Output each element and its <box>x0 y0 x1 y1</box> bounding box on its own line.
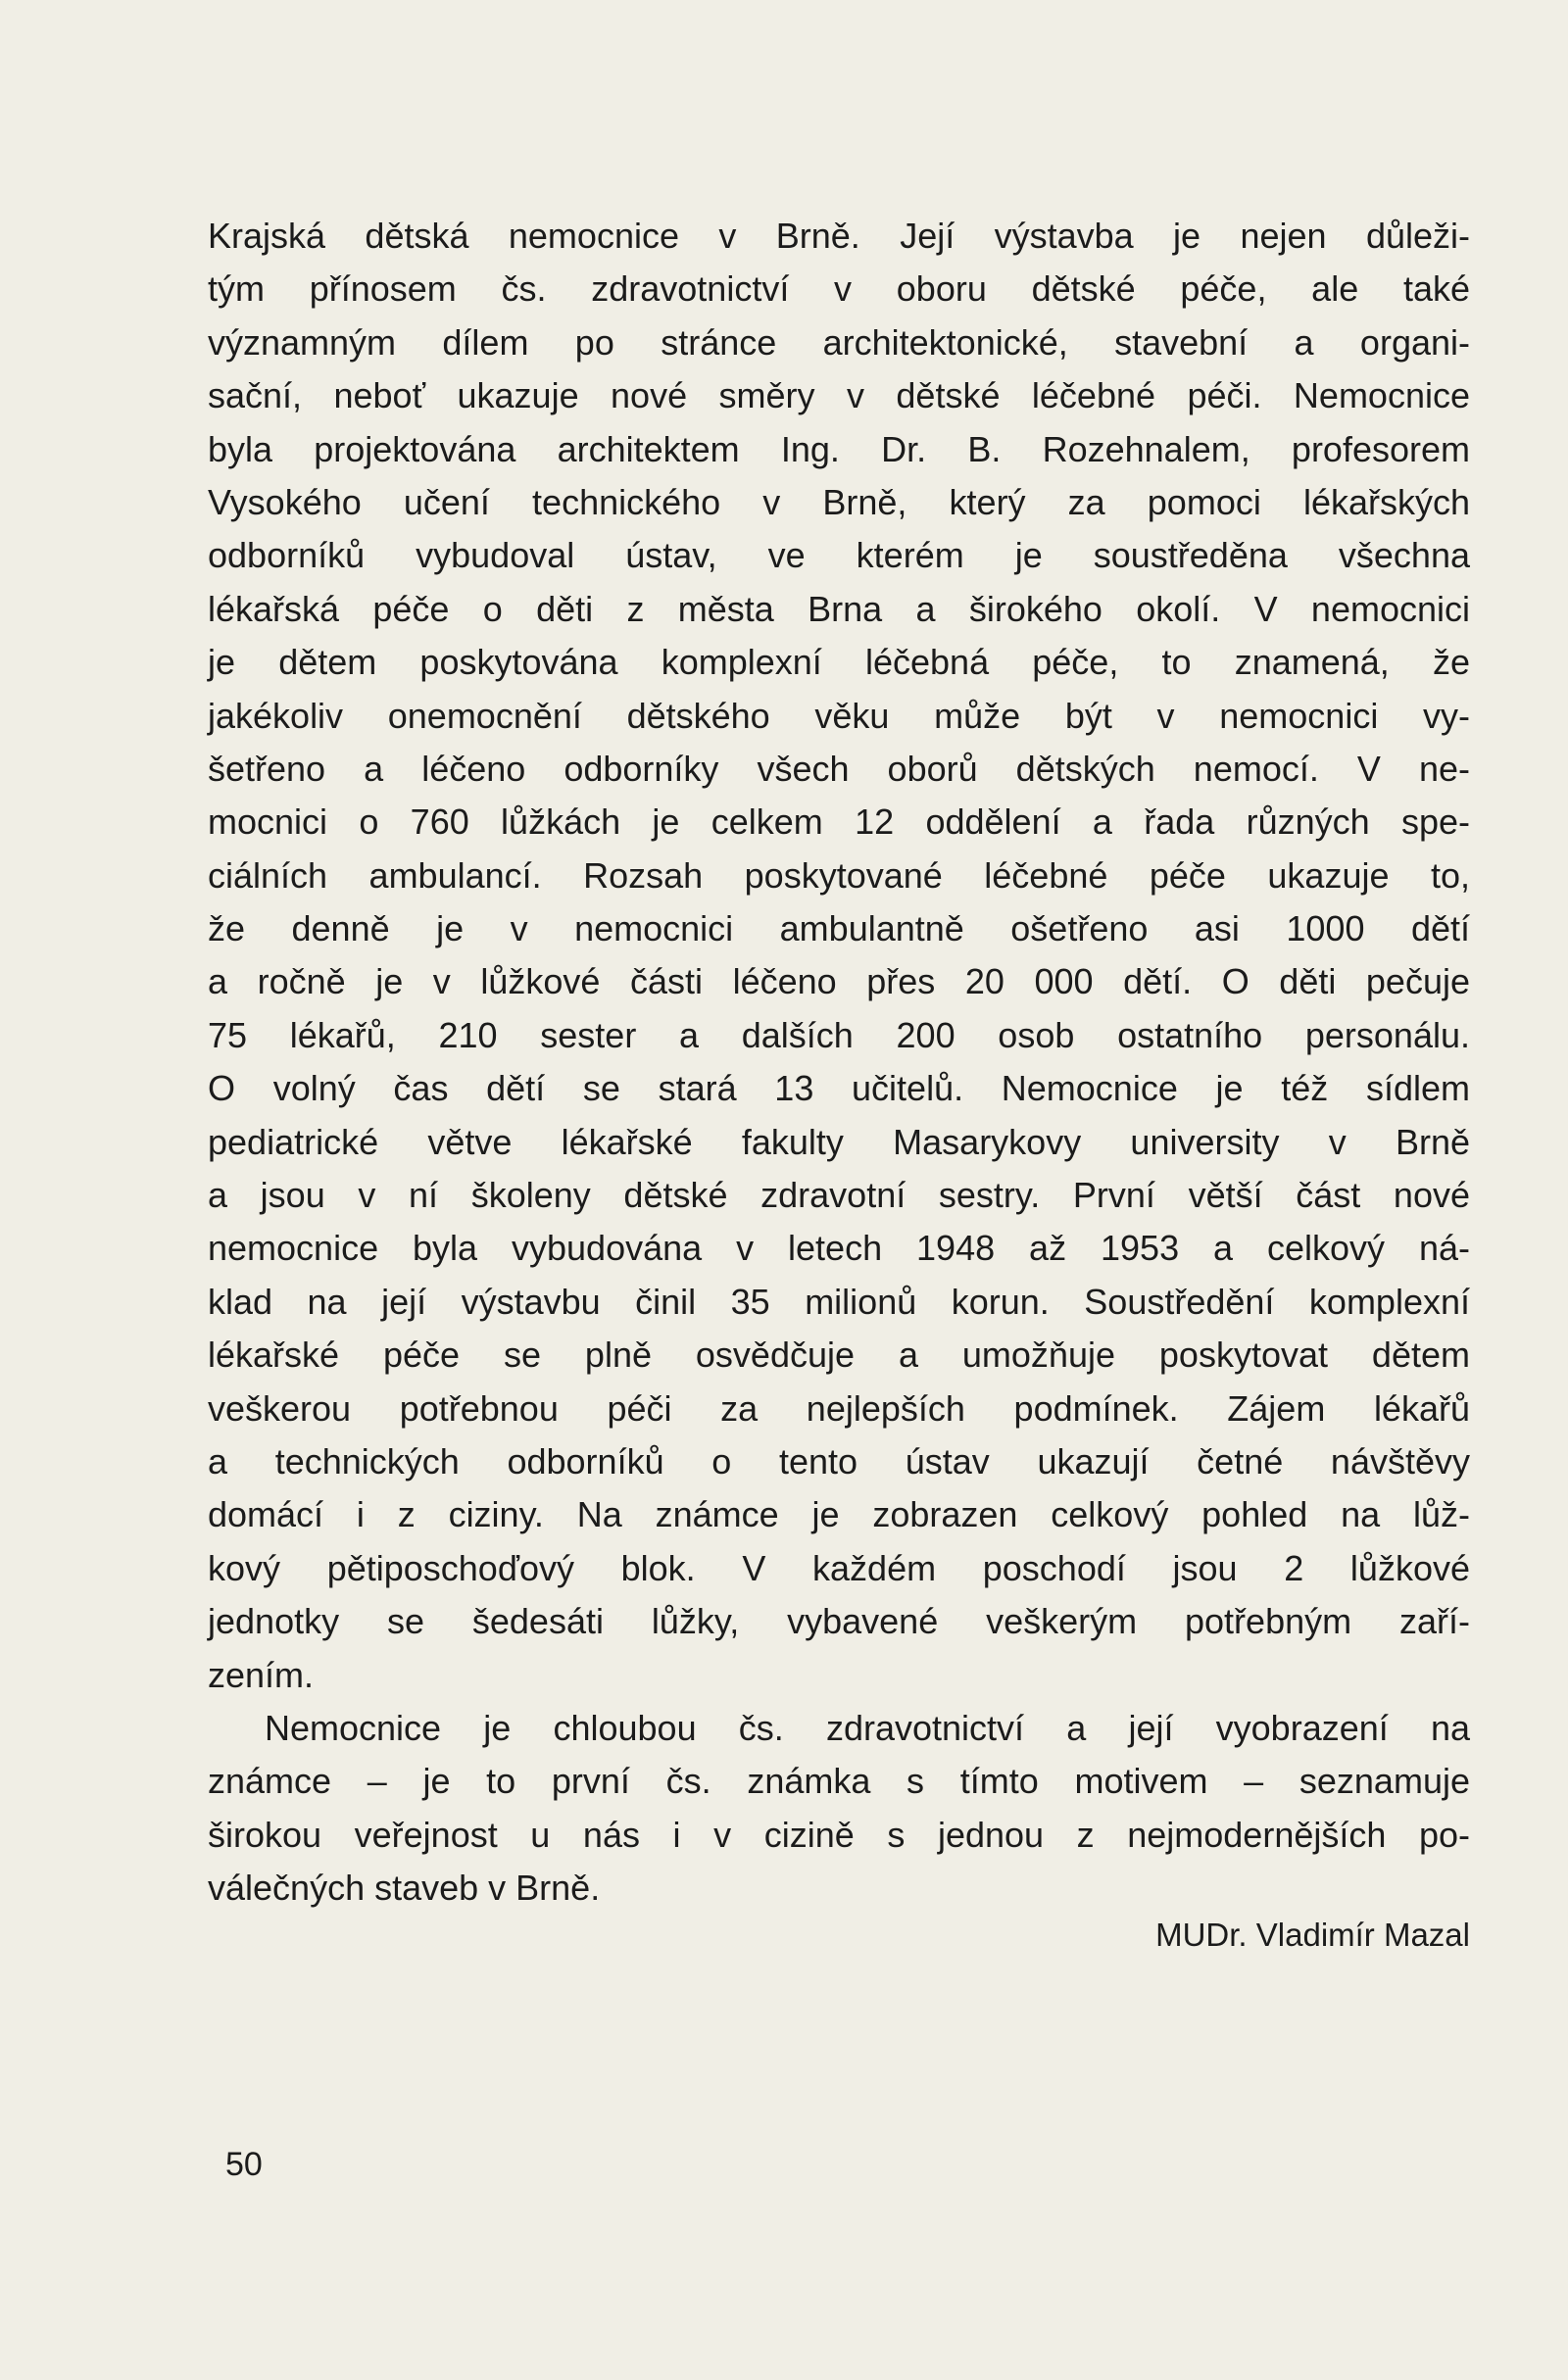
text-line: klad na její výstavbu činil 35 milionů korun. Soustředění komplexní <box>208 1281 1470 1322</box>
body-text <box>208 210 1470 1916</box>
text-line: významným dílem po stránce architektonické, stavební a organi- <box>208 321 1470 363</box>
text-line: Nemocnice je chloubou čs. zdravotnictví a její vyobrazení na <box>265 1707 1470 1748</box>
text-line: lékařské péče se plně osvědčuje a umožňuje poskytovat dětem <box>208 1335 1470 1376</box>
text-line: kový pětiposchoďový blok. V každém poschodí jsou 2 lůžkové <box>208 1547 1470 1588</box>
text-line: ciálních ambulancí. Rozsah poskytované léčebné péče ukazuje to, <box>208 854 1470 896</box>
text-line: veškerou potřebnou péči za nejlepších podmínek. Zájem lékařů <box>208 1387 1470 1429</box>
text-line: a jsou v ní školeny dětské zdravotní sestry. První větší část nové <box>208 1175 1470 1216</box>
text-line: tým přínosem čs. zdravotnictví v oboru dětské péče, ale také <box>208 268 1470 310</box>
text-line: a ročně je v lůžkové části léčeno přes 20 000 dětí. O děti pečuje <box>208 961 1470 1002</box>
text-line: odborníků vybudoval ústav, ve kterém je soustředěna všechna <box>208 535 1470 576</box>
text-line: mocnici o 760 lůžkách je celkem 12 oddělení a řada různých spe- <box>208 801 1470 843</box>
author-signature: MUDr. Vladimír Mazal <box>1155 1917 1470 1953</box>
text-line: 75 lékařů, 210 sester a dalších 200 osob ostatního personálu. <box>208 1014 1470 1055</box>
text-line: válečných staveb v Brně. <box>208 1868 601 1909</box>
page-number: 50 <box>225 2146 263 2183</box>
text-line: pediatrické větve lékařské fakulty Masarykovy university v Brně <box>208 1121 1470 1162</box>
text-line: domácí i z ciziny. Na známce je zobrazen celkový pohled na lůž- <box>208 1494 1470 1535</box>
text-line: že denně je v nemocnici ambulantně ošetřeno asi 1000 dětí <box>208 908 1470 949</box>
paragraph-1 <box>208 210 1470 1702</box>
text-line: byla projektována architektem Ing. Dr. B. Rozehnalem, profesorem <box>208 428 1470 469</box>
text-line: lékařská péče o děti z města Brna a širokého okolí. V nemocnici <box>208 588 1470 629</box>
text-line: je dětem poskytována komplexní léčebná péče, to znamená, že <box>208 642 1470 683</box>
text-line: jednotky se šedesáti lůžky, vybavené veškerým potřebným zaří- <box>208 1601 1470 1642</box>
text-line: a technických odborníků o tento ústav ukazují četné návštěvy <box>208 1440 1470 1481</box>
paragraph-2 <box>208 1702 1470 1916</box>
text-line: známce – je to první čs. známka s tímto motivem – seznamuje <box>208 1761 1470 1802</box>
text-line: jakékoliv onemocnění dětského věku může být v nemocnici vy- <box>208 695 1470 736</box>
text-line: zením. <box>208 1654 315 1695</box>
text-line: Vysokého učení technického v Brně, který za pomoci lékařských <box>208 481 1470 522</box>
text-line: širokou veřejnost u nás i v cizině s jednou z nejmodernějších po- <box>208 1814 1470 1855</box>
text-line: nemocnice byla vybudována v letech 1948 až 1953 a celkový ná- <box>208 1228 1470 1269</box>
text-line: sační, neboť ukazuje nové směry v dětské léčebné péči. Nemocnice <box>208 375 1470 416</box>
text-line: šetřeno a léčeno odborníky všech oborů dětských nemocí. V ne- <box>208 748 1470 789</box>
text-line: Krajská dětská nemocnice v Brně. Její výstavba je nejen důleži- <box>208 216 1470 256</box>
text-line: O volný čas dětí se stará 13 učitelů. Nemocnice je též sídlem <box>208 1068 1470 1109</box>
